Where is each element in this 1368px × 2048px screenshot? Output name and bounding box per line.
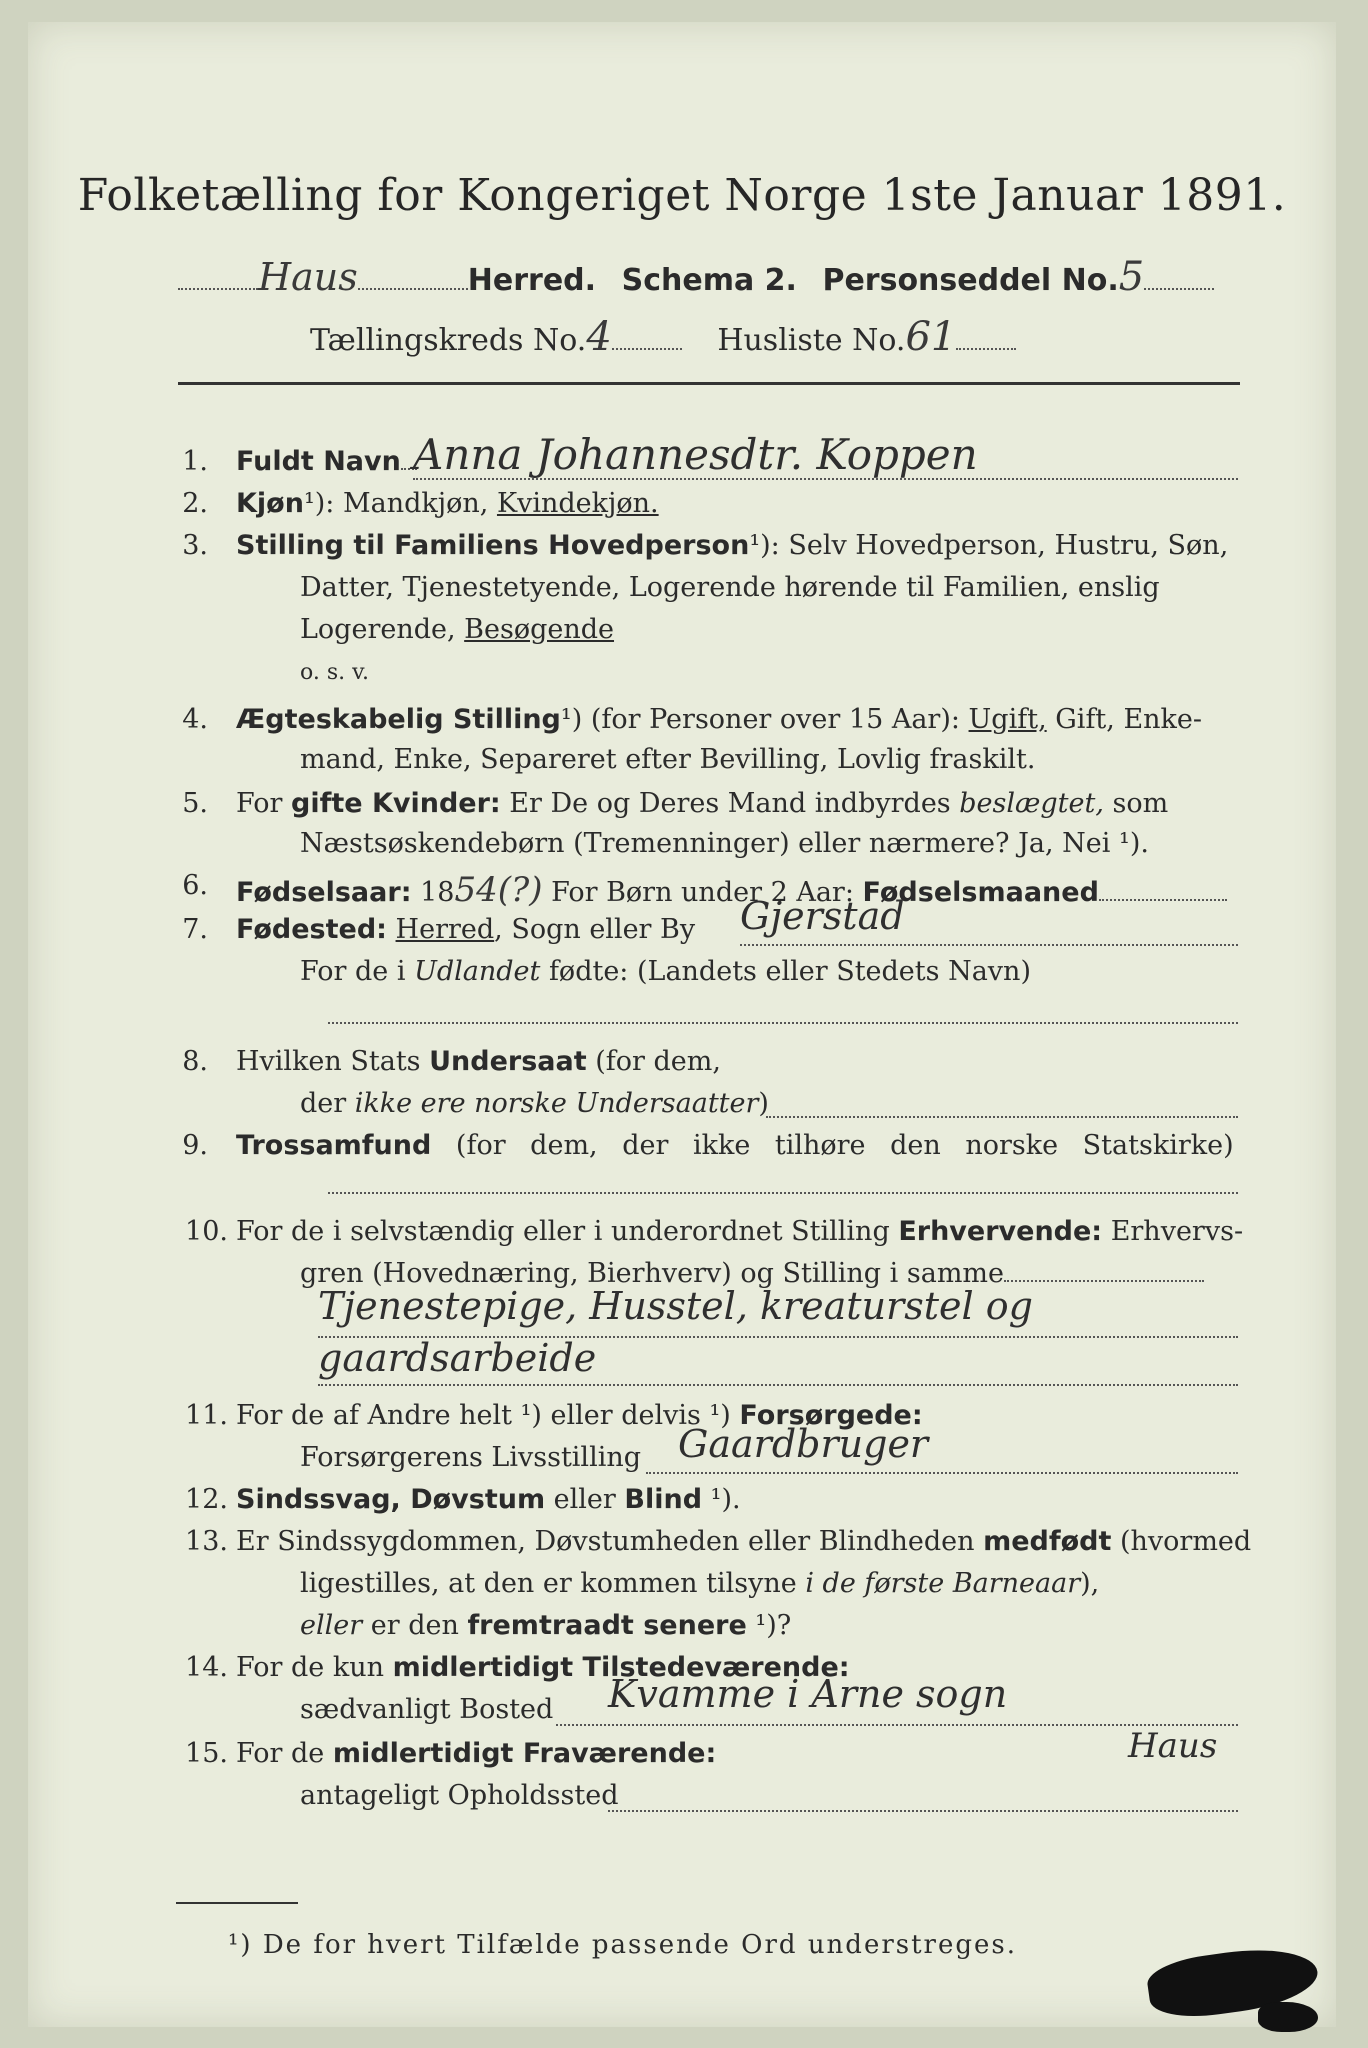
q3-line3-a: Logerende,: [300, 614, 465, 645]
q3-label: Stilling til Familiens Hovedperson: [236, 530, 750, 561]
q3-line2: Datter, Tjenestetyende, Logerende hørende til Familien, enslig: [300, 572, 1160, 603]
q14-line2: sædvanligt Bosted: [300, 1694, 554, 1725]
q2-number: 2.: [182, 488, 208, 519]
header-kreds-line: [310, 314, 1016, 360]
q15-line2: antageligt Opholdssted: [300, 1780, 619, 1811]
q1-answer-line: [413, 478, 1238, 480]
q5-line1: [236, 788, 1168, 819]
q6-label: Fødselsaar:: [236, 877, 412, 908]
q5-line2: Næstsøskendebørn (Tremenninger) eller nærmere? Ja, Nei ¹).: [300, 828, 1149, 859]
q7-line1-b: Herred: [395, 914, 495, 945]
q3-line1-rest: ¹): Selv Hovedperson, Hustru, Søn,: [749, 530, 1229, 561]
q12-label: Sindssvag, Døvstum: [236, 1484, 546, 1515]
q3-number: 3.: [182, 530, 208, 561]
q3-line4: o. s. v.: [300, 660, 369, 685]
q15-line1: [236, 1738, 716, 1769]
q4-line2: mand, Enke, Separeret efter Bevilling, Lovlig fraskilt.: [300, 744, 1036, 775]
personseddel-value: 5: [1118, 254, 1145, 300]
q8-line1: [236, 1046, 721, 1077]
q13-line2-a: ligestilles, at den er kommen tilsyne: [300, 1568, 806, 1599]
q13-line3-c: fremtraadt senere: [467, 1610, 747, 1641]
personseddel-label: Personseddel No.: [822, 263, 1119, 298]
q4-line1: [236, 704, 1202, 735]
q7-answer: Gjerstad: [740, 894, 905, 938]
q9-answer-line: [328, 1192, 1238, 1194]
q7-answer-line: [740, 944, 1238, 946]
q7-blank-line: [328, 1022, 1238, 1024]
q7-line1-a: [387, 914, 396, 945]
q7-number: 7.: [182, 914, 208, 945]
q7-line2-a: For de i: [300, 956, 415, 987]
q9-label: Trossamfund: [236, 1130, 432, 1161]
q13-line1-b: medfødt: [983, 1526, 1112, 1557]
q7-line2-c: fødte: (Landets eller Stedets Navn): [540, 956, 1031, 987]
q3-line1: [236, 530, 1228, 561]
q14-answer: Kvamme i Arne sogn: [608, 1672, 1008, 1716]
header-rule: [178, 382, 1240, 385]
q12-line: [236, 1484, 741, 1515]
q13-line2: [300, 1568, 1099, 1599]
q4-line1-a: ¹) (for Personer over 15 Aar):: [560, 704, 969, 735]
kreds-value: 4: [586, 314, 612, 360]
husliste-label: Husliste No.: [717, 323, 906, 358]
q5-pre: For: [236, 788, 292, 819]
q11-pre: For de af Andre helt ¹) eller delvis ¹): [236, 1400, 740, 1431]
q14-number: 14.: [185, 1652, 228, 1683]
q12-number: 12.: [185, 1484, 228, 1515]
q1-number: 1.: [182, 446, 208, 477]
q4-number: 4.: [182, 704, 208, 735]
q11-label: Forsørgede:: [739, 1400, 923, 1431]
q10-answer2-line: [318, 1384, 1238, 1386]
q12-rest: ¹).: [702, 1484, 741, 1515]
q1-line: [236, 446, 417, 477]
q2-line: [236, 488, 659, 519]
schema-label: Schema 2.: [621, 263, 797, 298]
q9-number: 9.: [182, 1130, 208, 1161]
q7-line2: [300, 956, 1031, 987]
q11-number: 11.: [185, 1400, 228, 1431]
kreds-label: Tællingskreds No.: [310, 323, 587, 358]
q5-label: gifte Kvinder:: [291, 788, 501, 819]
q7-line2-b: Udlandet: [414, 956, 541, 987]
q15-pre: For de: [236, 1738, 333, 1769]
q10-answer2: gaardsarbeide: [318, 1336, 597, 1380]
q8-number: 8.: [182, 1046, 208, 1077]
q13-line3-d: ¹)?: [746, 1610, 792, 1641]
q4-line1-c: Gift, Enke-: [1046, 704, 1203, 735]
footnote-rule: [176, 1902, 298, 1904]
q13-line3-b: er den: [362, 1610, 468, 1641]
q8-pre: Hvilken Stats: [236, 1046, 430, 1077]
q6-number: 6.: [182, 870, 208, 901]
q2-options-b: Kvindekjøn.: [496, 488, 659, 519]
q11-answer: Gaardbruger: [678, 1422, 929, 1466]
q10-line2-text: gren (Hovednæring, Bierhverv) og Stilling i samme: [300, 1258, 1005, 1289]
q1-label: Fuldt Navn: [236, 446, 401, 477]
q11-line2: Forsørgerens Livsstilling: [300, 1442, 642, 1473]
q10-pre: For de i selvstændig eller i underordnet Stilling: [236, 1216, 899, 1247]
q12-label2: Blind: [624, 1484, 703, 1515]
q13-line1-c: (hvormed: [1111, 1526, 1252, 1557]
q6-year-prefix: 18: [411, 877, 455, 908]
herred-label: Herred.: [467, 263, 597, 298]
q9-line: [236, 1130, 1234, 1161]
q13-line2-b: i de første Barneaar: [805, 1568, 1081, 1599]
q11-answer-line: [646, 1472, 1238, 1474]
q14-pre: For de kun: [236, 1652, 393, 1683]
q2-label: Kjøn: [236, 488, 304, 519]
q5-line1-a: Er De og Deres Mand indbyrdes: [500, 788, 960, 819]
husliste-value: 61: [905, 314, 957, 360]
q7-line1-c: , Sogn eller By: [494, 914, 696, 945]
q13-line1-a: Er Sindssygdommen, Døvstumheden eller Blindheden: [236, 1526, 984, 1557]
q10-number: 10.: [185, 1216, 228, 1247]
q7-line1: [236, 914, 695, 945]
q13-number: 13.: [185, 1526, 228, 1557]
herred-value: Haus: [258, 255, 358, 299]
q8-label: Undersaat: [429, 1046, 587, 1077]
q8-line1-rest: (for dem,: [586, 1046, 721, 1077]
q15-answer-upper: Haus: [1128, 1726, 1218, 1766]
q8-line2-a: der: [300, 1088, 355, 1119]
footnote: ¹) De for hvert Tilfælde passende Ord understreges.: [228, 1930, 1018, 1960]
form-title: Folketælling for Kongeriget Norge 1ste Januar 1891.: [77, 170, 1287, 221]
q13-line3: [300, 1610, 791, 1641]
q3-line3-b: Besøgende: [464, 614, 615, 645]
q10-label: Erhvervende:: [898, 1216, 1103, 1247]
q8-answer-line: [766, 1116, 1238, 1118]
q8-line2: [300, 1088, 769, 1119]
q5-line1-c: som: [1103, 788, 1169, 819]
q6-label2: Fødselsmaaned: [862, 877, 1099, 908]
q15-number: 15.: [185, 1738, 228, 1769]
header-herred-line: [178, 254, 1214, 300]
q2-options-a: ¹): Mandkjøn,: [303, 488, 497, 519]
q7-label: Fødested:: [236, 914, 387, 945]
q15-answer-line: [608, 1810, 1238, 1812]
q14-label: midlertidigt Tilstedeværende:: [392, 1652, 850, 1683]
q3-line3: [300, 614, 614, 645]
q13-line2-c: ),: [1080, 1568, 1100, 1599]
q5-line1-b: beslægtet,: [959, 788, 1104, 819]
q15-label: midlertidigt Fraværende:: [332, 1738, 717, 1769]
q5-number: 5.: [182, 788, 208, 819]
q12-mid: eller: [545, 1484, 625, 1515]
q6-mid: For Børn under 2 Aar:: [542, 877, 863, 908]
q10-line1-rest: Erhvervs-: [1102, 1216, 1244, 1247]
q10-line1: [236, 1216, 1243, 1247]
q1-answer: Anna Johannesdtr. Koppen: [413, 430, 978, 479]
q4-line1-b: Ugift,: [968, 704, 1047, 735]
ink-blot-small: [1258, 2002, 1318, 2032]
census-form-page: [28, 22, 1336, 2027]
q13-line1: [236, 1526, 1251, 1557]
q6-line: [236, 870, 1227, 910]
q9-rest: (for dem, der ikke tilhøre den norske Statskirke): [431, 1130, 1234, 1161]
q8-line2-b: ikke ere norske Undersaatter: [354, 1088, 759, 1119]
q6-year-value: 54(?): [454, 870, 543, 910]
q13-line3-a: eller: [300, 1610, 363, 1641]
q4-label: Ægteskabelig Stilling: [236, 704, 561, 735]
q10-answer1: Tjenestepige, Husstel, kreaturstel og: [318, 1284, 1033, 1328]
q8-line2-c: ): [758, 1088, 769, 1119]
